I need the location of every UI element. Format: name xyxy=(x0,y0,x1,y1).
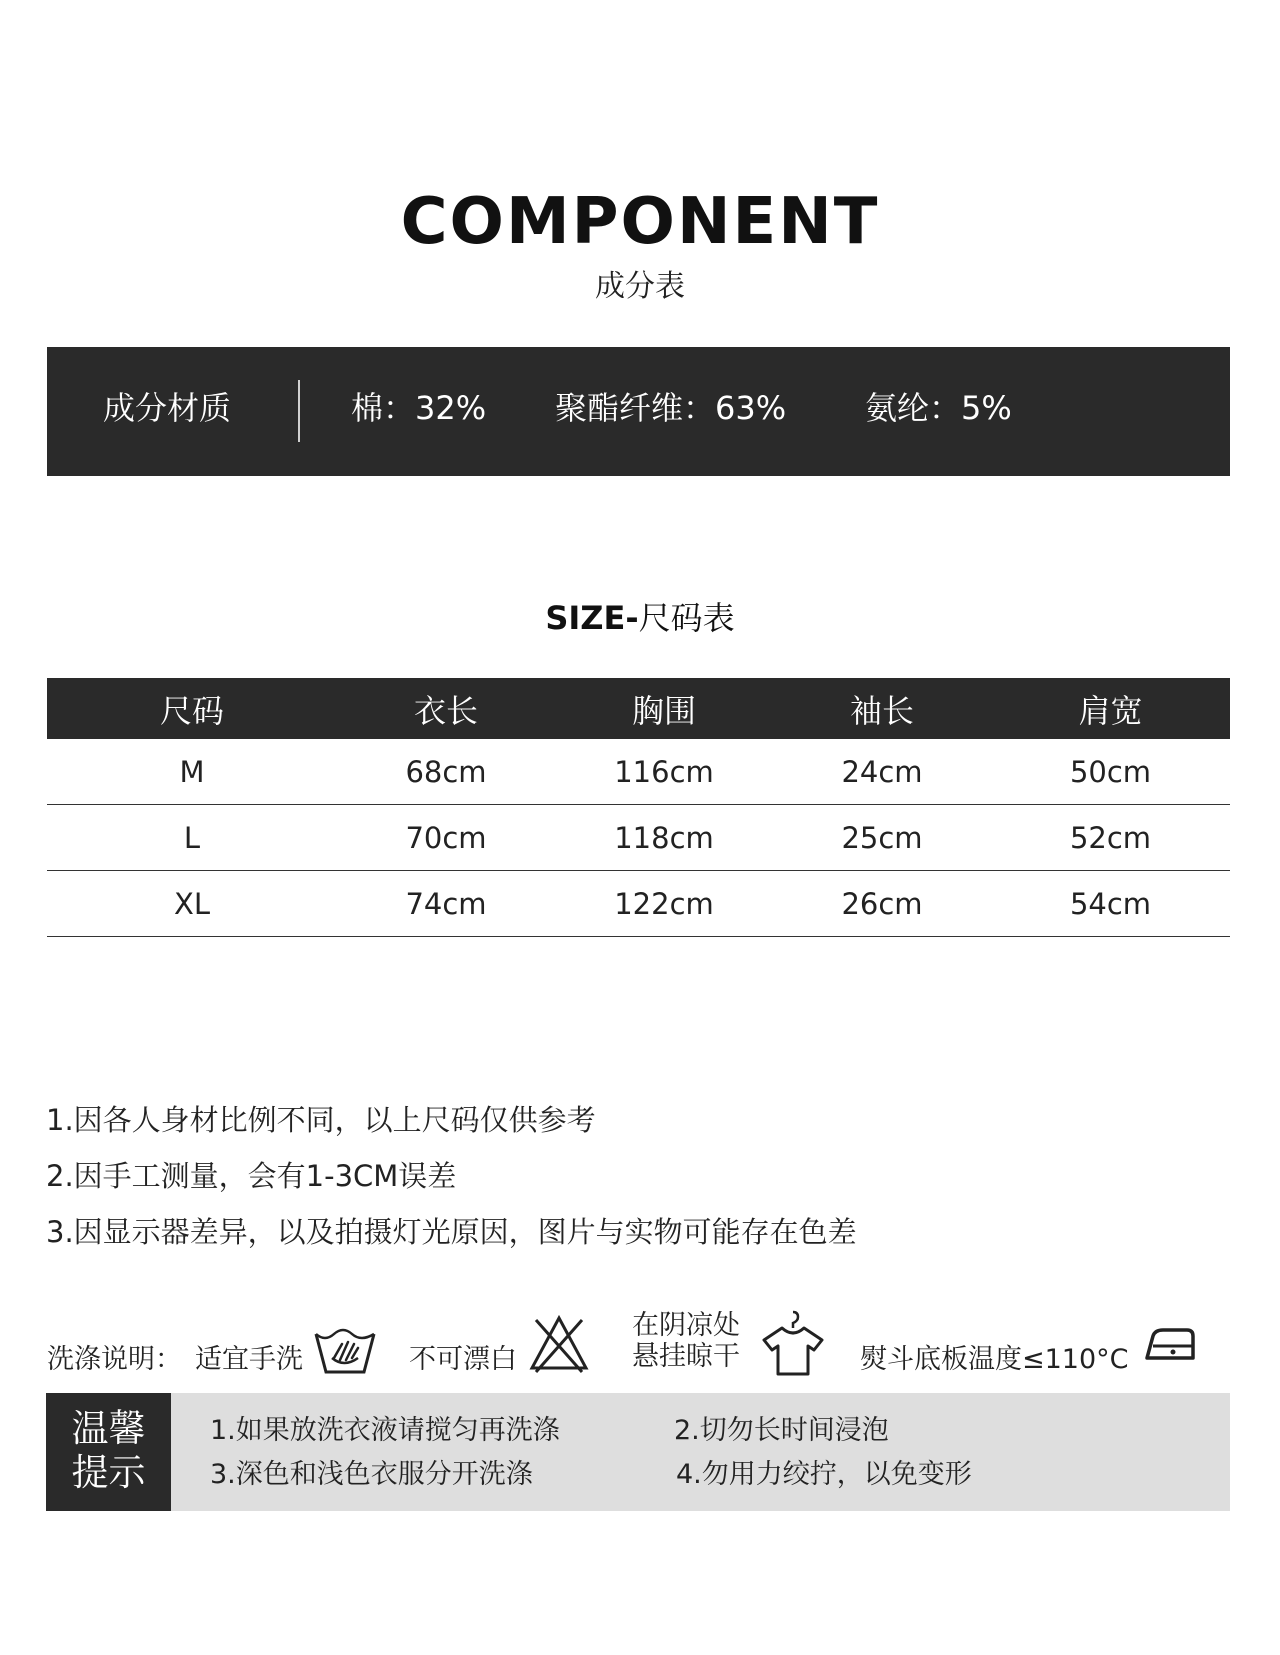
table-cell: M xyxy=(47,739,337,805)
table-cell: 68cm xyxy=(337,739,555,805)
component-title: COMPONENT xyxy=(400,185,880,259)
table-row xyxy=(47,739,1230,805)
table-cell: 24cm xyxy=(773,739,991,805)
header-length: 衣长 xyxy=(337,678,555,739)
iron-icon xyxy=(1143,1324,1197,1364)
table-cell: 116cm xyxy=(555,739,773,805)
shade-dry-text-1: 在阴凉处 xyxy=(632,1310,740,1341)
composition-item-cotton: 棉：32% xyxy=(351,389,487,427)
hand-wash-text: 适宜手洗 xyxy=(195,1344,303,1375)
table-cell: 52cm xyxy=(991,805,1230,871)
composition-item-polyester: 聚酯纤维：63% xyxy=(555,389,787,427)
header-shoulder: 肩宽 xyxy=(991,678,1230,739)
composition-item-spandex: 氨纶：5% xyxy=(865,389,1012,427)
table-cell: 74cm xyxy=(337,871,555,937)
table-cell: 118cm xyxy=(555,805,773,871)
table-cell: 50cm xyxy=(991,739,1230,805)
tip-item: 1.如果放洗衣液请搅匀再洗涤 xyxy=(210,1415,560,1446)
shade-dry-text-2: 悬挂晾干 xyxy=(632,1341,740,1372)
size-table xyxy=(47,678,1230,937)
table-cell: 70cm xyxy=(337,805,555,871)
tip-item: 3.深色和浅色衣服分开洗涤 xyxy=(210,1459,533,1490)
composition-label: 成分材质 xyxy=(103,389,232,427)
note-item: 1.因各人身材比例不同，以上尺码仅供参考 xyxy=(46,1103,596,1137)
wash-label: 洗涤说明： xyxy=(47,1344,182,1375)
no-bleach-icon xyxy=(528,1312,590,1374)
size-chart-title: SIZE-尺码表 xyxy=(545,599,735,637)
table-cell: 25cm xyxy=(773,805,991,871)
table-cell: 122cm xyxy=(555,871,773,937)
table-row xyxy=(47,871,1230,937)
no-bleach-text: 不可漂白 xyxy=(409,1344,517,1375)
header-size: 尺码 xyxy=(47,678,337,739)
warm-tips-heading: 温馨 提示 xyxy=(46,1393,171,1511)
iron-text: 熨斗底板温度≤110°C xyxy=(860,1344,1129,1375)
note-item: 2.因手工测量，会有1-3CM误差 xyxy=(46,1159,457,1193)
size-table-header xyxy=(47,678,1230,739)
composition-divider xyxy=(298,380,300,442)
note-item: 3.因显示器差异，以及拍摄灯光原因，图片与实物可能存在色差 xyxy=(46,1215,857,1249)
composition-bar xyxy=(47,347,1230,476)
table-cell: XL xyxy=(47,871,337,937)
table-cell: 26cm xyxy=(773,871,991,937)
tip-item: 4.勿用力绞拧，以免变形 xyxy=(676,1459,972,1490)
component-subtitle: 成分表 xyxy=(595,269,685,304)
table-cell: 54cm xyxy=(991,871,1230,937)
header-sleeve: 袖长 xyxy=(773,678,991,739)
size-notes xyxy=(46,1092,857,1260)
washing-instructions xyxy=(0,1308,1280,1388)
tip-item: 2.切勿长时间浸泡 xyxy=(674,1415,889,1446)
warm-tips xyxy=(46,1393,1230,1511)
hang-dry-icon xyxy=(760,1308,826,1378)
table-cell: L xyxy=(47,805,337,871)
header-chest: 胸围 xyxy=(555,678,773,739)
hand-wash-icon xyxy=(312,1314,378,1378)
table-row xyxy=(47,805,1230,871)
